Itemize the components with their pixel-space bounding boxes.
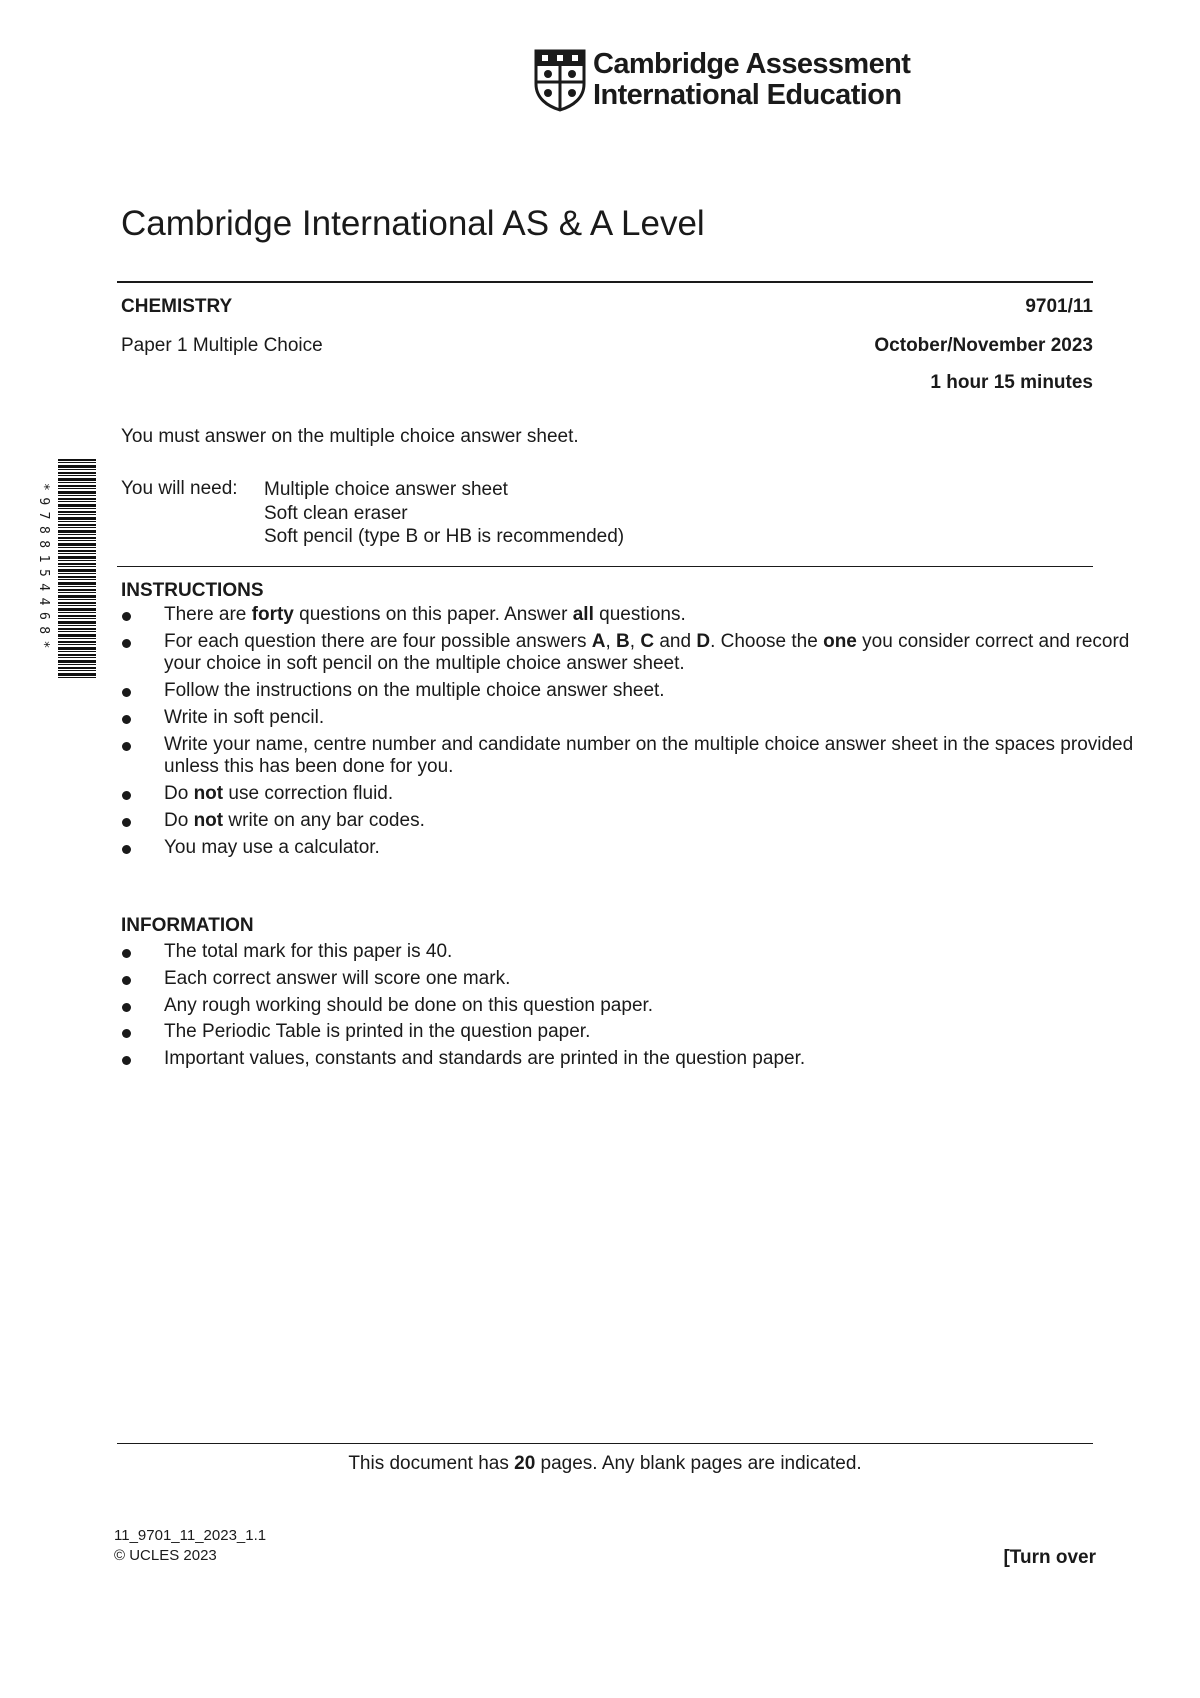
emphasis-text: forty [251, 604, 294, 625]
equipment-list [264, 478, 624, 549]
exam-duration: 1 hour 15 minutes [930, 372, 1093, 393]
text-run: For each question there are four possible answers [164, 630, 592, 652]
logo-line-2: International Education [593, 79, 902, 111]
crest-shield-icon [533, 48, 587, 112]
instructions-heading: INSTRUCTIONS [121, 580, 264, 601]
list-item [121, 783, 1136, 806]
answer-note: You must answer on the multiple choice answer sheet. [121, 426, 579, 447]
list-item [121, 837, 1136, 860]
emphasis-text: all [572, 604, 594, 625]
emphasis-text: one [823, 630, 857, 652]
instructions-list [121, 604, 1136, 863]
section-rule [117, 566, 1093, 567]
logo-line-1: Cambridge Assessment [593, 48, 911, 80]
list-item [121, 631, 1136, 676]
list-item [121, 707, 1136, 730]
text-run: Follow the instructions on the multiple choice answer sheet. [164, 680, 665, 702]
information-heading: INFORMATION [121, 915, 254, 936]
paper-name: Paper 1 Multiple Choice [121, 335, 323, 356]
text-run: use correction fluid. [223, 782, 394, 804]
text-run: Important values, constants and standards are printed in the question paper. [164, 1048, 806, 1070]
text-run: Write your name, centre number and candidate number on the multiple choice answer sheet in the spaces provided unless this has been done for you. [164, 733, 1134, 778]
qualification-title: Cambridge International AS & A Level [121, 204, 705, 243]
equipment-item: Multiple choice answer sheet [264, 479, 508, 500]
syllabus-code: 9701/11 [1025, 296, 1093, 317]
text-run: There are [164, 604, 252, 625]
text-run: The Periodic Table is printed in the question paper. [164, 1021, 591, 1043]
text-run: , [605, 630, 617, 652]
information-list [121, 941, 1136, 1075]
list-item [121, 680, 1136, 703]
text-run: pages. Any blank pages are indicated. [535, 1453, 862, 1474]
text-run: and [654, 630, 697, 652]
text-run: , [629, 630, 641, 652]
cambridge-logo [533, 48, 910, 112]
text-run: Write in soft pencil. [164, 706, 325, 728]
text-run: . Choose the [710, 630, 824, 652]
emphasis-text: C [640, 630, 655, 652]
list-item [121, 968, 1136, 991]
text-run: Do [164, 809, 194, 831]
document-reference: 11_9701_11_2023_1.1 [114, 1527, 267, 1544]
emphasis-text: not [193, 782, 224, 804]
text-run: This document has [348, 1453, 515, 1474]
list-item [121, 1048, 1136, 1071]
equipment-item: Soft pencil (type B or HB is recommended) [264, 526, 625, 547]
equipment-item: Soft clean eraser [264, 502, 408, 524]
text-run: questions. [593, 604, 686, 625]
emphasis-text: A [591, 630, 606, 652]
subject-name: CHEMISTRY [121, 296, 233, 317]
list-item [121, 810, 1136, 833]
emphasis-text: D [696, 630, 711, 652]
candidate-barcode [36, 455, 98, 683]
footer-rule [117, 1443, 1093, 1444]
text-run: Any rough working should be done on this question paper. [164, 994, 654, 1016]
text-run: write on any bar codes. [223, 809, 425, 831]
emphasis-text: B [616, 630, 630, 652]
text-run: Each correct answer will score one mark. [164, 967, 511, 989]
list-item [121, 604, 1136, 627]
need-label: You will need: [121, 478, 238, 499]
text-run: You may use a calculator. [164, 836, 380, 858]
barcode-digits: *9788154468* [36, 483, 51, 655]
text-run: questions on this paper. Answer [293, 604, 573, 625]
emphasis-text: not [193, 809, 224, 831]
text-run: you consider correct and record your choice in soft pencil on the multiple choice answer sheet. [164, 630, 1130, 675]
emphasis-text: 20 [514, 1453, 536, 1474]
text-run: The total mark for this paper is 40. [164, 941, 453, 962]
list-item [121, 995, 1136, 1018]
text-run: Do [164, 782, 194, 804]
list-item [121, 734, 1136, 779]
header-rule [117, 281, 1093, 283]
list-item [121, 941, 1136, 964]
exam-session: October/November 2023 [874, 335, 1093, 356]
turn-over-label: [Turn over [1003, 1547, 1096, 1568]
copyright-notice: © UCLES 2023 [114, 1547, 217, 1564]
list-item [121, 1021, 1136, 1044]
barcode-bars [58, 459, 96, 679]
page-count-note [117, 1453, 1093, 1475]
